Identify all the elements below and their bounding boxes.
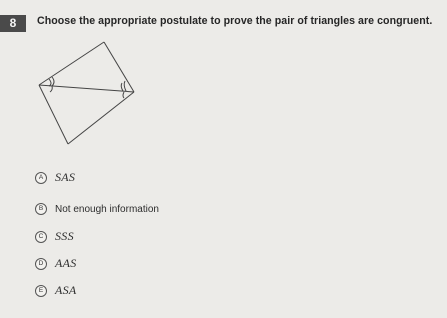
choice-a[interactable]	[35, 170, 75, 185]
choice-e-badge: E	[35, 285, 47, 297]
choice-e-text: ASA	[55, 283, 77, 297]
choice-d-text: AAS	[55, 256, 77, 270]
choice-c-text: SSS	[55, 229, 74, 243]
choice-d[interactable]	[35, 256, 77, 271]
choice-c[interactable]	[35, 229, 74, 244]
choice-b-badge: B	[35, 203, 47, 215]
choice-c-badge: C	[35, 231, 47, 243]
triangle-diagram	[36, 40, 146, 150]
choice-b[interactable]	[35, 203, 159, 215]
choice-d-badge: D	[35, 258, 47, 270]
choice-b-text: Not enough information	[55, 203, 159, 215]
choice-e[interactable]	[35, 283, 77, 298]
question-number: 8	[0, 15, 26, 32]
question-prompt: Choose the appropriate postulate to prove the pair of triangles are congruent.	[37, 15, 433, 27]
choice-a-badge: A	[35, 172, 47, 184]
choice-a-text: SAS	[55, 170, 76, 184]
